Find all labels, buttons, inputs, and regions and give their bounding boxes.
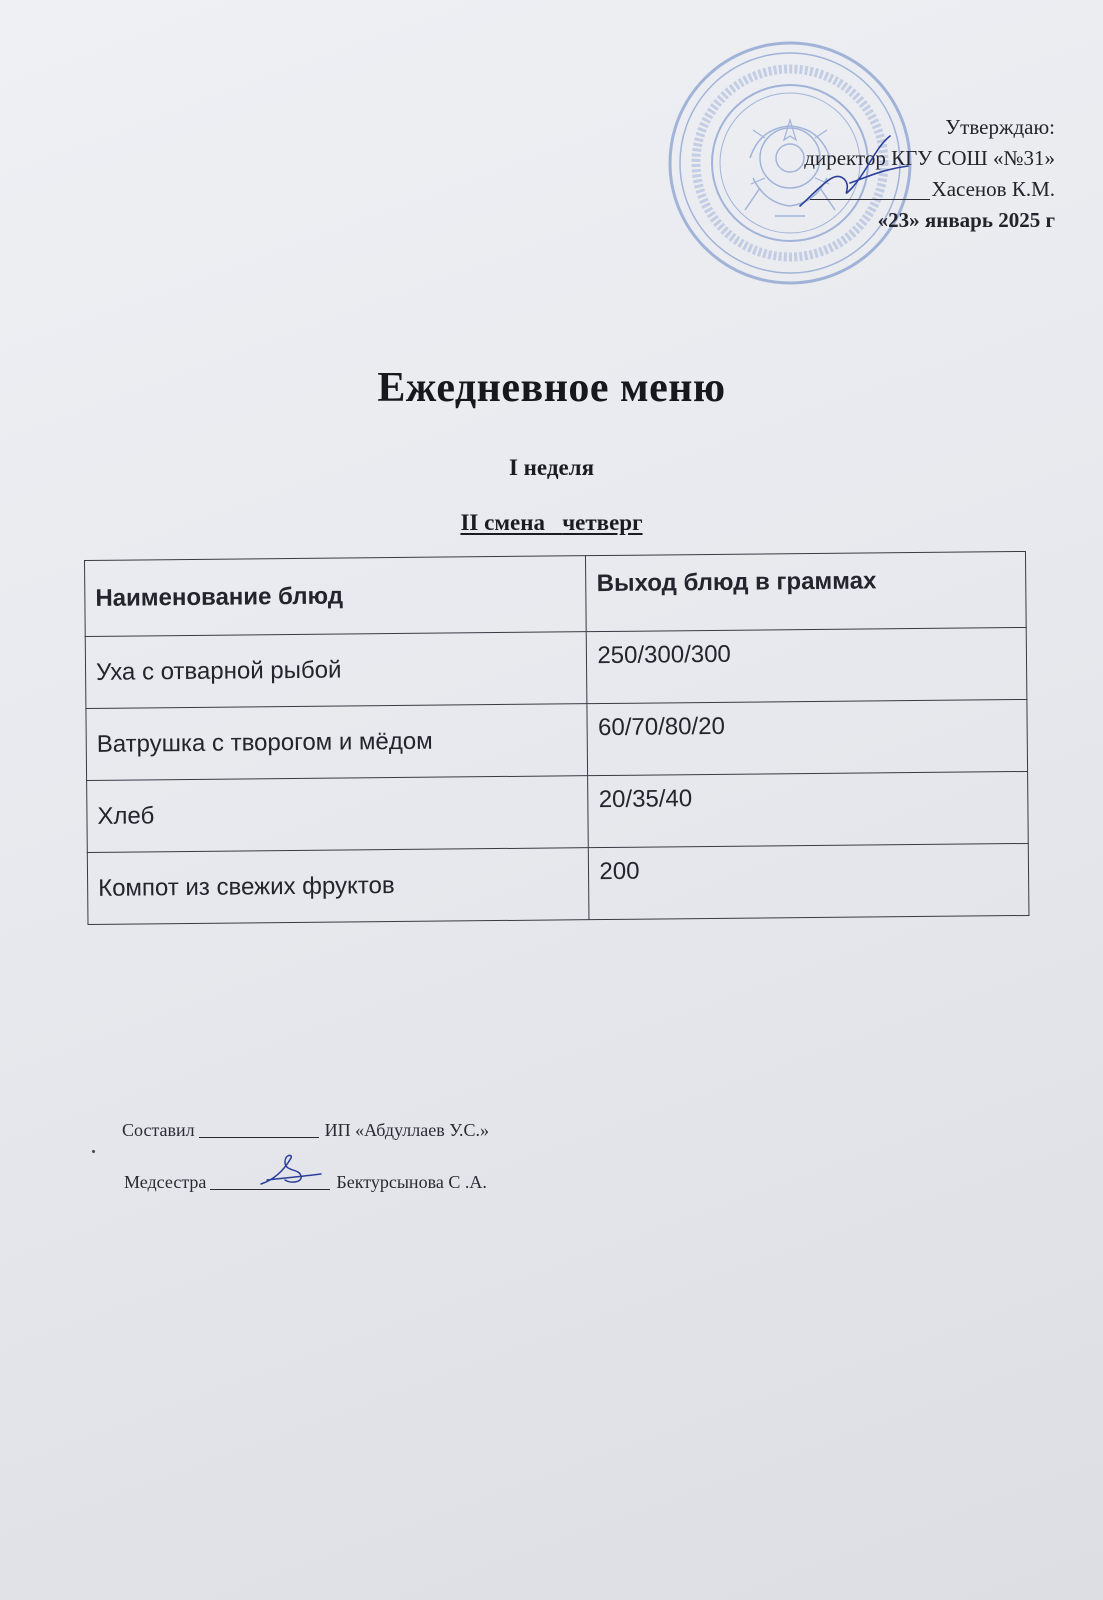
shift-and-day [460, 510, 642, 535]
nurse-name: Бектурсынова С .А. [336, 1172, 487, 1192]
compiled-by-name: ИП «Абдуллаев У.С.» [324, 1120, 490, 1140]
shift-label: II смена [460, 510, 545, 535]
menu-table [84, 551, 1029, 925]
compiled-by-label: Составил [122, 1120, 195, 1140]
table-row [85, 627, 1027, 708]
stray-dot [92, 1150, 95, 1153]
table-row [87, 771, 1029, 852]
dish-weight-cell: 250/300/300 [587, 627, 1027, 703]
header-dish-name: Наименование блюд [85, 556, 587, 637]
table-header-row [85, 551, 1027, 636]
document-title: Ежедневное меню [377, 365, 726, 411]
week-label: I неделя [508, 455, 595, 480]
day-label: четверг [562, 510, 643, 535]
approver-position: директор КГУ СОШ «№31» [804, 146, 1055, 170]
dish-weight-cell: 60/70/80/20 [587, 699, 1027, 775]
dish-weight-cell: 200 [589, 843, 1029, 919]
approval-heading: Утверждаю: [945, 115, 1055, 139]
nurse-label: Медсестра [124, 1172, 207, 1192]
dish-name-cell: Уха с отварной рыбой [85, 632, 587, 709]
shift-line [0, 510, 1103, 536]
header-dish-weight: Выход блюд в граммах [586, 551, 1026, 631]
dish-name-cell: Хлеб [87, 776, 589, 853]
director-signature [790, 128, 920, 218]
nurse-signature [255, 1150, 325, 1190]
table-row [86, 699, 1028, 780]
table-row [87, 843, 1029, 924]
approval-date: «23» январь 2025 г [877, 208, 1055, 232]
dish-name-cell: Ватрушка с творогом и мёдом [86, 704, 588, 781]
dish-weight-cell: 20/35/40 [588, 771, 1028, 847]
compiled-by-signature-line [199, 1137, 319, 1138]
dish-name-cell: Компот из свежих фруктов [87, 848, 589, 925]
compiled-by-row [122, 1118, 489, 1142]
approver-name: Хасенов К.М. [931, 177, 1055, 201]
